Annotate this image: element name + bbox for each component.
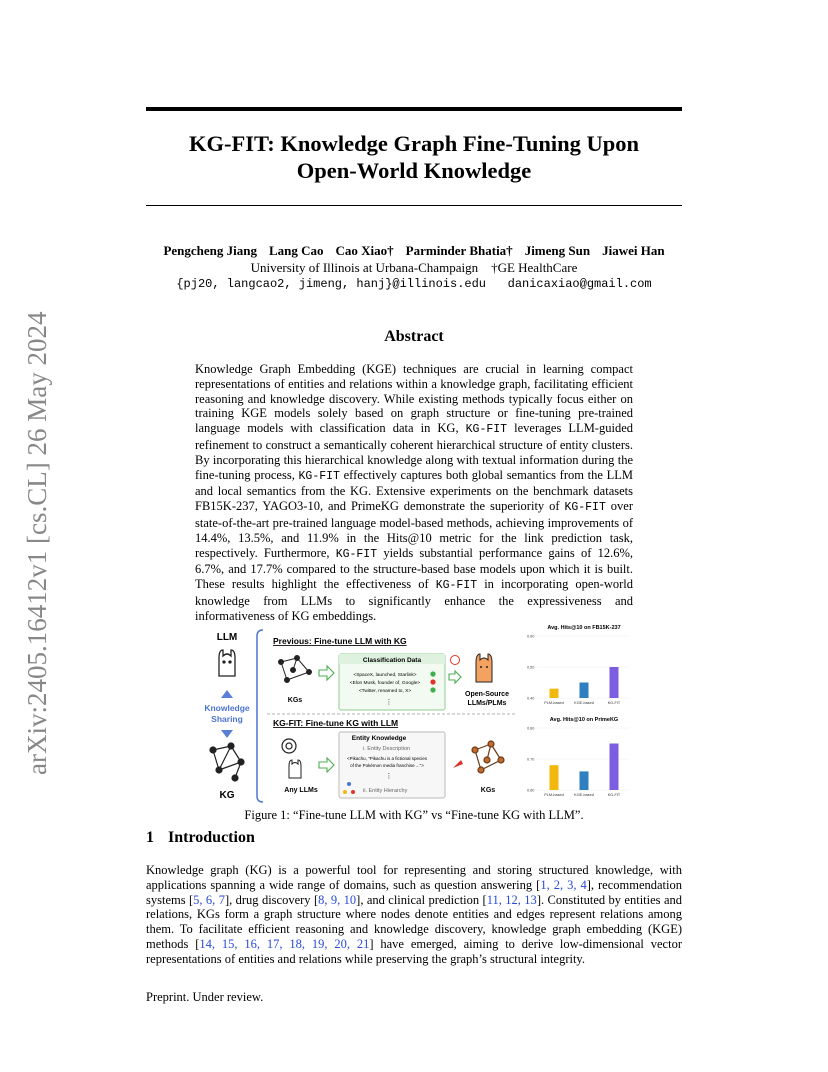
entity-desc-label: i. Entity Description: [363, 746, 411, 752]
bar-kg-fit: [610, 744, 619, 791]
affiliation: University of Illinois at Urbana-Champaign †GE HealthCare: [250, 260, 578, 275]
llm-label: LLM: [216, 632, 238, 643]
pikachu-line-1: <Pikachu, "Pikachu is a fictional species: [346, 756, 428, 761]
bar-kge-based: [580, 771, 589, 790]
arrow-up-icon: [221, 690, 233, 698]
y-tick-label: 0.50: [527, 665, 535, 670]
openai-logo-icon: [282, 739, 296, 753]
right-arrow-icon: [319, 666, 334, 680]
classification-title: Classification Data: [362, 657, 422, 664]
kg-label: KG: [219, 790, 235, 801]
triple-2: <Elon Musk, founder of, Google>: [349, 681, 421, 686]
x-tick-label: KGE-based: [574, 701, 594, 705]
arrow-down-icon: [221, 730, 233, 738]
entity-hier-label: ii. Entity Hierarchy: [363, 788, 408, 794]
open-source-label-2: LLMs/PLMs: [467, 700, 507, 707]
open-source-label-1: Open-Source: [465, 691, 509, 698]
entity-knowledge-title: Entity Knowledge: [351, 735, 407, 742]
author-emails: {pj20, langcao2, jimeng, hanj}@illinois.edu danicaxiao@gmail.com: [176, 277, 652, 291]
check-icon: [430, 671, 435, 676]
kg-graph-icon: [279, 656, 312, 683]
check-icon: [430, 687, 435, 692]
right-arrow-icon: [319, 758, 334, 772]
kg-graph-icon: [210, 743, 244, 781]
rocket-icon: [453, 760, 463, 768]
chart-title: Avg. Hits@10 on FB15K-237: [547, 625, 621, 631]
footer-note: Preprint. Under review.: [146, 990, 264, 1004]
section-heading: 1 Introduction: [146, 829, 255, 846]
right-arrow-icon: [449, 671, 461, 683]
y-tick-label: 0.80: [527, 726, 535, 731]
bar-kg-fit: [610, 667, 619, 698]
clock-icon: [451, 656, 460, 665]
ellipsis-top: ⋮: [385, 699, 393, 706]
x-tick-label: KG-FIT: [607, 701, 621, 705]
figure-caption: Figure 1: “Fine-tune LLM with KG” vs “Fine-tune KG with LLM”.: [244, 808, 584, 822]
prev-panel-title: Previous: Fine-tune LLM with KG: [273, 636, 407, 646]
triple-3: <Twitter, renamed to, X>: [358, 689, 412, 694]
bar-plm-based: [550, 765, 559, 790]
title-bottom-rule: [146, 205, 682, 206]
llama-orange-icon: [476, 654, 492, 682]
arxiv-identifier: arXiv:2405.16412v1 [cs.CL] 26 May 2024: [22, 311, 52, 775]
abstract-text: Knowledge Graph Embedding (KGE) techniques are crucial in learning compact representations of entities and relations within a knowledge graph, facilitating efficient reasoning and knowledge discovery. While existing methods typically focus either on training KGE models solely based on graph structure or fine-tuning pre-trained language models with classification data in KG, KG-FIT leverages LLM-guided refinement to construct a semantically coherent hierarchical structure of entity clusters. By incorporating this hierarchical knowledge along with textual information during the fine-tuning process, KG-FIT effectively captures both global semantics from the LLM and local semantics from the KG. Extensive experiments on the benchmark datasets FB15K-237, YAGO3-10, and PrimeKG demonstrate the superiority of KG-FIT over state-of-the-art pre-trained language model-based methods, achieving improvements of 14.4%, 13.5%, and 11.9% in the Hits@10 metric for the link prediction task, respectively. Furthermore, KG-FIT yields substantial performance gains of 12.6%, 6.7%, and 17.7% compared to the structure-based base models upon which it is built. These results highlight the effectiveness of KG-FIT in incorporating open-world knowledge from LLMs to significantly enhance the expressiveness and informativeness of KG embeddings.: [195, 362, 633, 623]
y-tick-label: 0.70: [527, 757, 535, 762]
kgfit-panel-title: KG-FIT: Fine-tune KG with LLM: [273, 718, 399, 728]
any-llms-label: Any LLMs: [284, 787, 318, 794]
x-tick-label: KG-FIT: [607, 793, 621, 797]
sharing-label-2: Sharing: [211, 714, 243, 724]
llama-icon: [289, 760, 301, 778]
llama-icon: [219, 650, 235, 676]
chart-primekg: [527, 717, 629, 797]
y-tick-label: 0.60: [527, 788, 535, 793]
bar-kge-based: [580, 683, 589, 699]
kg-graph-fire-icon: [472, 741, 504, 773]
chart-title: Avg. Hits@10 on PrimeKG: [549, 717, 619, 723]
y-tick-label: 0.40: [527, 696, 535, 701]
x-tick-label: PLM-based: [544, 701, 564, 705]
author-block: [100, 242, 728, 293]
chart-fb15k: [527, 625, 629, 705]
kgs-label-top: KGs: [287, 697, 303, 704]
top-rule: [146, 107, 682, 111]
bar-plm-based: [550, 689, 559, 698]
x-tick-label: PLM-based: [544, 793, 564, 797]
bracket: [257, 630, 263, 802]
author-names: Pengcheng Jiang Lang Cao Cao Xiao† Parminder Bhatia† Jimeng Sun Jiawei Han: [163, 243, 665, 258]
ellipsis-bottom: ⋮: [385, 773, 393, 780]
pikachu-line-2: of the Pokémon media franchise ...">: [350, 763, 424, 768]
intro-paragraph: Knowledge graph (KG) is a powerful tool for representing and storing structured knowledge, with applications spanning a wide range of domains, such as question answering [1, 2, 3, 4], recommendation systems [5, 6, 7], drug discovery [8, 9, 10], and clinical prediction [11, 12, 13]. Constituted by entities and relations, KGs form a graph structure where nodes denote entities and edges represent relations among them. To facilitate efficient reasoning and knowledge discovery, knowledge graph embedding (KGE) methods [14, 15, 16, 17, 18, 19, 20, 21] have emerged, aiming to derive low-dimensional vector representations of entities and relations while preserving the graph’s structural integrity.: [146, 863, 682, 966]
paper-title: KG-FIT: Knowledge Graph Fine-Tuning Upon Open-World Knowledge: [188, 131, 640, 183]
cross-icon: [430, 679, 435, 684]
abstract-heading: Abstract: [384, 328, 444, 345]
triple-1: <SpaceX, launched, Starlink>: [353, 673, 417, 678]
y-tick-label: 0.60: [527, 634, 535, 639]
figure-1: [197, 622, 633, 810]
x-tick-label: KGE-based: [574, 793, 594, 797]
sharing-label-1: Knowledge: [204, 703, 250, 713]
kgs-label-bottom: KGs: [480, 787, 496, 794]
